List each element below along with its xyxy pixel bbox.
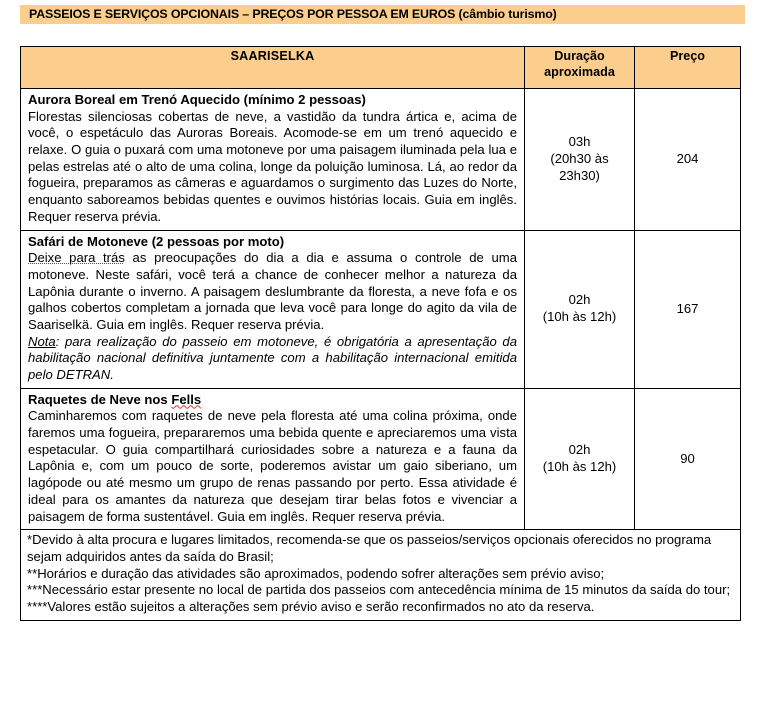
tour-description-cell-safari (21, 230, 525, 388)
spellcheck-flagged-word: Fells (171, 391, 202, 407)
optional-tours-table (20, 46, 741, 621)
banner-title: PASSEIOS E SERVIÇOS OPCIONAIS – PREÇOS POR PESSOA EM EUROS (câmbio turismo) (29, 7, 557, 22)
tour-title-snowshoe-prefix: Raquetes de Neve nos (28, 391, 172, 407)
tour-title-aurora: Aurora Boreal em Trenó Aquecido (mínimo 2 pessoas) (28, 92, 366, 107)
grammar-flagged-text: Deixe para trás (28, 250, 125, 266)
tour-title-snowshoe (28, 392, 517, 409)
duration-line-2: (20h30 às (550, 150, 609, 166)
table-header (21, 47, 741, 89)
tour-duration-safari (525, 230, 635, 388)
tour-price-safari: 167 (635, 230, 741, 388)
page-banner (20, 5, 745, 24)
tour-price-aurora: 204 (635, 89, 741, 231)
duration-header-line-2: aproximada (544, 64, 615, 79)
tour-note-safari (28, 334, 517, 384)
footnote-3: ***Necessário estar presente no local de partida dos passeios com antecedência mínima de 15 minutos da saída do tour; (27, 582, 731, 598)
table-header-row (21, 47, 741, 89)
tour-description-cell-aurora (21, 89, 525, 231)
tour-duration-aurora (525, 89, 635, 231)
footnote-1: *Devido à alta procura e lugares limitados, recomenda-se que os passeios/serviços opcionais oferecidos no programa sejam adquiridos antes da saída do Brasil; (27, 532, 712, 564)
duration-line-2: (10h às 12h) (542, 458, 617, 474)
tour-title-safari: Safári de Motoneve (2 pessoas por moto) (28, 233, 285, 249)
duration-line-1: 02h (568, 292, 591, 308)
footnote-2: **Horários e duração das atividades são aproximados, podendo sofrer alterações sem prévio aviso; (27, 565, 605, 581)
note-label: Nota (28, 333, 56, 349)
tour-text-snowshoe: Caminharemos com raquetes de neve pela floresta até uma colina próxima, onde faremos uma fogueira, prepararemos uma bebida quente e apreciaremos uma vista espetacular. O guia compartilhará curiosidades sobre a natureza e a fauna da Lapônia e, com um pouco de sorte, poderemos avistar um gaio siberiano, um lagópode ou até mesmo um grupo de renas passando por perto. Essa atividade é ideal para os amantes da natureza que desejam tirar belas fotos e vivenciar a paisagem de forma sustentável. Guia em inglês. Requer reserva prévia. (28, 408, 517, 524)
tour-description-cell-snowshoe (21, 388, 525, 530)
table-footnotes-row (21, 530, 741, 621)
footnote-4: ****Valores estão sujeitos a alterações sem prévio aviso e serão reconfirmados no ato da reserva. (27, 599, 595, 615)
table-row (21, 230, 741, 388)
column-header-destination: SAARISELKA (21, 47, 525, 89)
table-row (21, 89, 741, 231)
duration-line-2: (10h às 12h) (542, 309, 617, 325)
duration-line-1: 03h (568, 134, 591, 150)
duration-line-3: 23h30) (559, 167, 600, 183)
duration-line-1: 02h (568, 442, 591, 458)
table-body (21, 89, 741, 621)
duration-header-line-1: Duração (554, 49, 605, 63)
tour-text-safari-rest: as preocupações do dia a dia e assuma o controle de uma motoneve. Neste safári, você terá a chance de conhecer melhor a natureza da Lapônia durante o inverno. A paisagem deslumbrante da floresta, a neve fofa e os galhos cobertos completam a jornada que leva você para longe do agito da vila de Saariselkä. Guia em inglês. Requer reserva prévia. (28, 250, 517, 332)
column-header-price: Preço (635, 47, 741, 89)
tour-price-snowshoe: 90 (635, 388, 741, 530)
column-header-duration (525, 47, 635, 89)
table-row (21, 388, 741, 530)
tour-text-aurora: Florestas silenciosas cobertas de neve, a vastidão da tundra ártica e, acima de você, o espetáculo das Auroras Boreais. Acomode-se em um trenó aquecido e relaxe. O guia o puxará com uma motoneve por uma paisagem iluminada pela lua e pelas estrelas até o alto de uma colina, longe da poluição luminosa. Lá, ao redor da fogueira, preparamos as câmeras e aguardamos o surgimento das Luzes do Norte, enquanto saboreamos bebidas quentes e ouvimos histórias locais. Guia em inglês. Requer reserva prévia. (28, 108, 517, 224)
tour-text-safari (28, 250, 517, 333)
footnotes-cell (21, 530, 741, 621)
tour-duration-snowshoe (525, 388, 635, 530)
note-text: : para realização do passeio em motoneve, é obrigatória a apresentação da habilitação nacional definitiva juntamente com a habilitação internacional emitida pelo DETRAN. (28, 333, 517, 382)
